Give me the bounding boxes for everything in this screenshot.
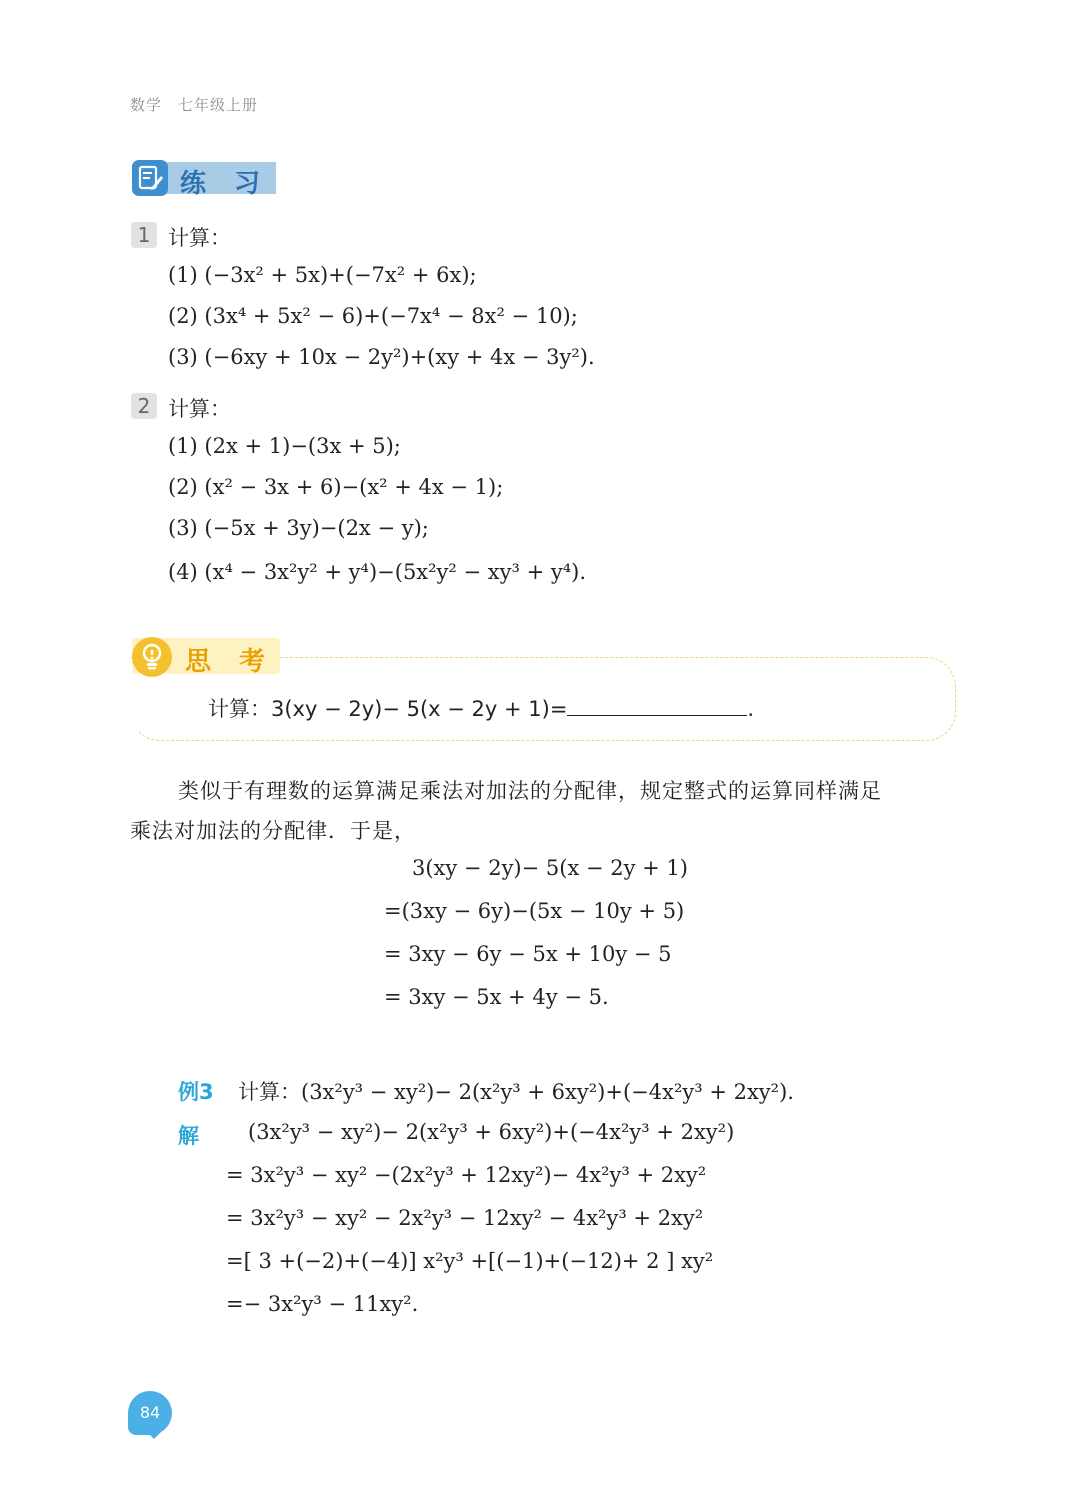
derivation-line-2: =(3xy − 6y)−(5x − 10y + 5) (384, 899, 685, 923)
solution-step-3: = 3x²y³ − xy² − 2x²y³ − 12xy² − 4x²y³ + 2xy² (226, 1206, 704, 1230)
paragraph-line-1: 类似于有理数的运算满足乘法对加法的分配律，规定整式的运算同样满足 (178, 779, 882, 803)
q1-item-2: (2) (3x⁴ + 5x² − 6)+(−7x⁴ − 8x² − 10); (168, 304, 578, 328)
derivation-line-4: = 3xy − 5x + 4y − 5. (384, 985, 609, 1009)
example-statement: 计算：(3x²y³ − xy²)− 2(x²y³ + 6xy²)+(−4x²y³ + 2xy²). (238, 1080, 794, 1104)
lightbulb-icon (132, 637, 172, 677)
derivation-line-3: = 3xy − 6y − 5x + 10y − 5 (384, 942, 672, 966)
solution-step-1: (3x²y³ − xy²)− 2(x²y³ + 6xy²)+(−4x²y³ + 2xy²) (248, 1120, 735, 1144)
practice-title: 练习 (180, 169, 289, 199)
derivation-line-1: 3(xy − 2y)− 5(x − 2y + 1) (412, 856, 688, 880)
question-1-label: 计算： (168, 226, 231, 250)
page-number-badge: 84 (128, 1391, 172, 1435)
think-prompt-text: 计算：3(xy − 2y)− 5(x − 2y + 1)= (208, 697, 568, 721)
example-label: 例3 (178, 1080, 214, 1104)
think-prompt-end: . (747, 697, 755, 721)
page-header: 数学 七年级上册 (130, 96, 259, 114)
q1-item-3: (3) (−6xy + 10x − 2y²)+(xy + 4x − 3y²). (168, 345, 595, 369)
paragraph-line-2: 乘法对加法的分配律．于是， (130, 819, 416, 843)
q2-item-3: (3) (−5x + 3y)−(2x − y); (168, 516, 429, 540)
solution-step-5: =− 3x²y³ − 11xy². (226, 1292, 419, 1316)
think-title: 思考 (185, 647, 294, 677)
answer-blank[interactable] (567, 695, 747, 716)
solution-step-2: = 3x²y³ − xy² −(2x²y³ + 12xy²)− 4x²y³ + 2xy² (226, 1163, 707, 1187)
pencil-note-icon (132, 160, 168, 196)
solution-step-4: =[ 3 +(−2)+(−4)] x²y³ +[(−1)+(−12)+ 2 ] xy² (226, 1249, 714, 1273)
question-number-1: 1 (131, 222, 157, 248)
q2-item-2: (2) (x² − 3x + 6)−(x² + 4x − 1); (168, 475, 504, 499)
question-2-label: 计算： (168, 397, 231, 421)
q2-item-4: (4) (x⁴ − 3x²y² + y⁴)−(5x²y² − xy³ + y⁴). (168, 560, 587, 584)
question-number-2: 2 (131, 393, 157, 419)
solution-label: 解 (178, 1124, 199, 1148)
q1-item-1: (1) (−3x² + 5x)+(−7x² + 6x); (168, 263, 477, 287)
q2-item-1: (1) (2x + 1)−(3x + 5); (168, 434, 401, 458)
think-prompt (208, 693, 754, 723)
